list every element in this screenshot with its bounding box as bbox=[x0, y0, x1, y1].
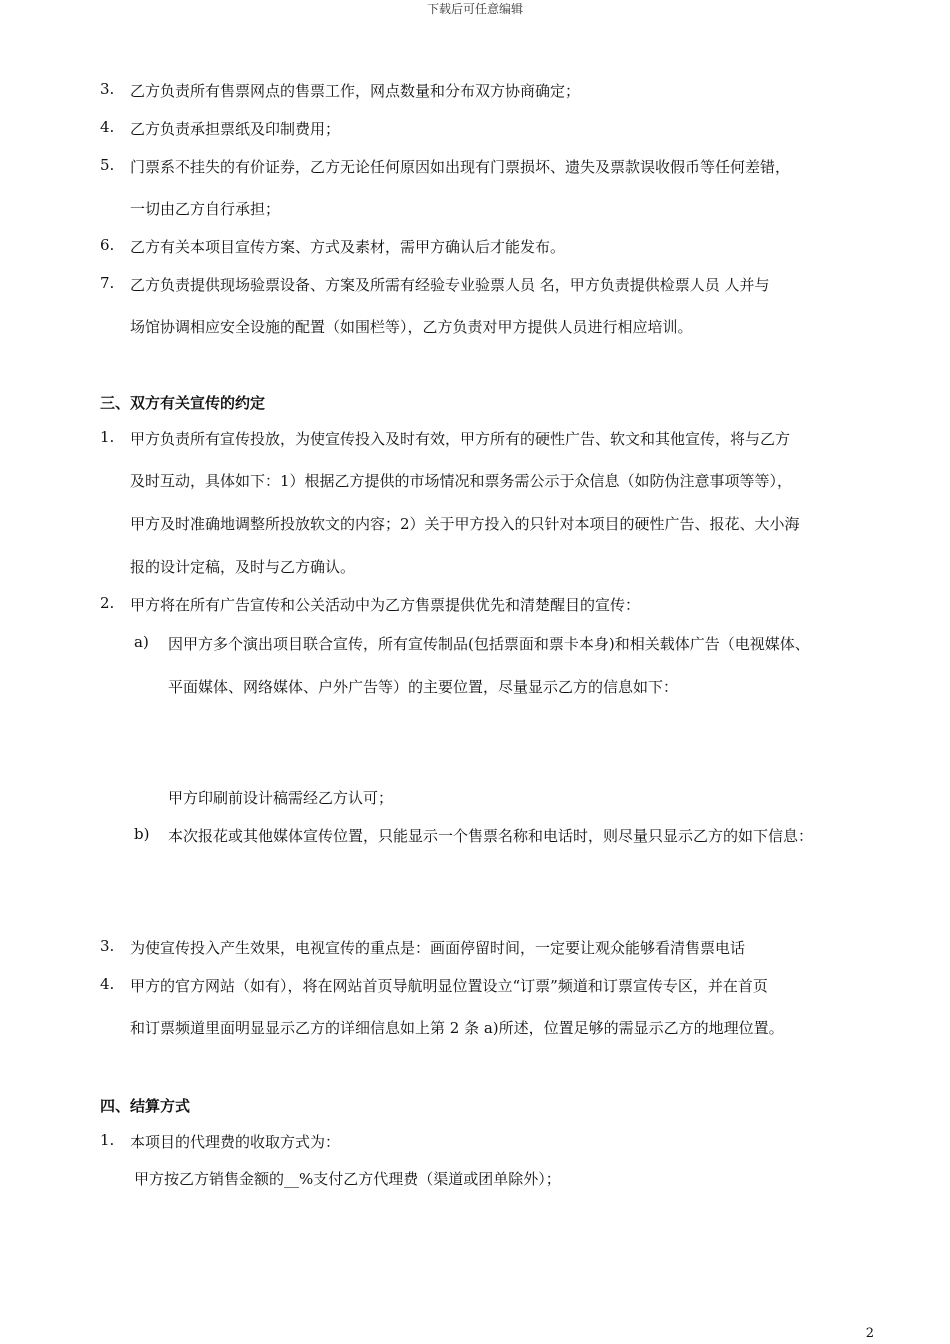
list-number: 7. bbox=[100, 274, 115, 292]
list-item-text: 一切由乙方自行承担； bbox=[130, 200, 281, 218]
list-item-text: 门票系不挂失的有价证券，乙方无论任何原因如出现有门票损坏、遗失及票款误收假币等任何差错， bbox=[130, 158, 791, 176]
sub-list-text: 平面媒体、网络媒体、户外广告等）的主要位置，尽量显示乙方的信息如下： bbox=[168, 678, 679, 696]
list-number: 5. bbox=[100, 156, 115, 174]
list-number: 1. bbox=[100, 1131, 115, 1149]
list-item-text: 甲方及时准确地调整所投放软文的内容；2）关于甲方投入的只针对本项目的硬性广告、报花、大小海 bbox=[130, 515, 800, 533]
list-number: 2. bbox=[100, 594, 115, 612]
list-item-text: 甲方将在所有广告宣传和公关活动中为乙方售票提供优先和清楚醒目的宣传： bbox=[130, 596, 641, 614]
list-item-text: 乙方有关本项目宣传方案、方式及素材，需甲方确认后才能发布。 bbox=[130, 238, 566, 256]
list-item-detail: 甲方按乙方销售金额的__%支付乙方代理费（渠道或团单除外）； bbox=[134, 1170, 561, 1188]
list-item-text: 场馆协调相应安全设施的配置（如围栏等），乙方负责对甲方提供人员进行相应培训。 bbox=[130, 318, 693, 336]
list-item-text: 乙方负责提供现场验票设备、方案及所需有经验专业验票人员 名，甲方负责提供检票人员 人并与 bbox=[130, 276, 770, 294]
list-item-text: 和订票频道里面明显显示乙方的详细信息如上第 2 条 a)所述，位置足够的需显示乙方的地理位置。 bbox=[130, 1019, 784, 1037]
list-item-text: 及时互动，具体如下：1）根据乙方提供的市场情况和票务需公示于众信息（如防伪注意事项等等）， bbox=[130, 472, 793, 490]
list-number: 4. bbox=[100, 118, 115, 136]
list-number: 1. bbox=[100, 428, 115, 446]
list-item-text: 乙方负责所有售票网点的售票工作，网点数量和分布双方协商确定； bbox=[130, 82, 581, 100]
list-item-text: 乙方负责承担票纸及印制费用； bbox=[130, 120, 341, 138]
page-header-note: 下载后可任意编辑 bbox=[426, 2, 523, 16]
list-number: 3. bbox=[100, 80, 115, 98]
sub-list-label: b) bbox=[134, 825, 150, 843]
sub-list-text: 本次报花或其他媒体宣传位置，只能显示一个售票名称和电话时，则尽量只显示乙方的如下信息： bbox=[168, 827, 814, 845]
section-heading: 四、结算方式 bbox=[100, 1097, 191, 1115]
list-number: 3. bbox=[100, 937, 115, 955]
section-heading: 三、双方有关宣传的约定 bbox=[100, 394, 266, 412]
list-number: 6. bbox=[100, 236, 115, 254]
list-item-text: 甲方负责所有宣传投放，为使宣传投入及时有效，甲方所有的硬性广告、软文和其他宣传，将与乙方 bbox=[130, 430, 791, 448]
page-number: 2 bbox=[865, 1326, 874, 1341]
sub-list-text: 因甲方多个演出项目联合宣传，所有宣传制品(包括票面和票卡本身)和相关载体广告（电视媒体、 bbox=[168, 635, 810, 653]
sub-list-note: 甲方印刷前设计稿需经乙方认可； bbox=[168, 789, 394, 807]
list-item-text: 报的设计定稿，及时与乙方确认。 bbox=[130, 558, 356, 576]
list-item-text: 为使宣传投入产生效果，电视宣传的重点是：画面停留时间，一定要让观众能够看清售票电话 bbox=[130, 939, 746, 957]
list-number: 4. bbox=[100, 975, 115, 993]
list-item-text: 甲方的官方网站（如有），将在网站首页导航明显位置设立“订票”频道和订票宣传专区，并在首页 bbox=[130, 977, 768, 995]
list-item-text: 本项目的代理费的收取方式为： bbox=[130, 1133, 341, 1151]
sub-list-label: a) bbox=[134, 633, 149, 651]
